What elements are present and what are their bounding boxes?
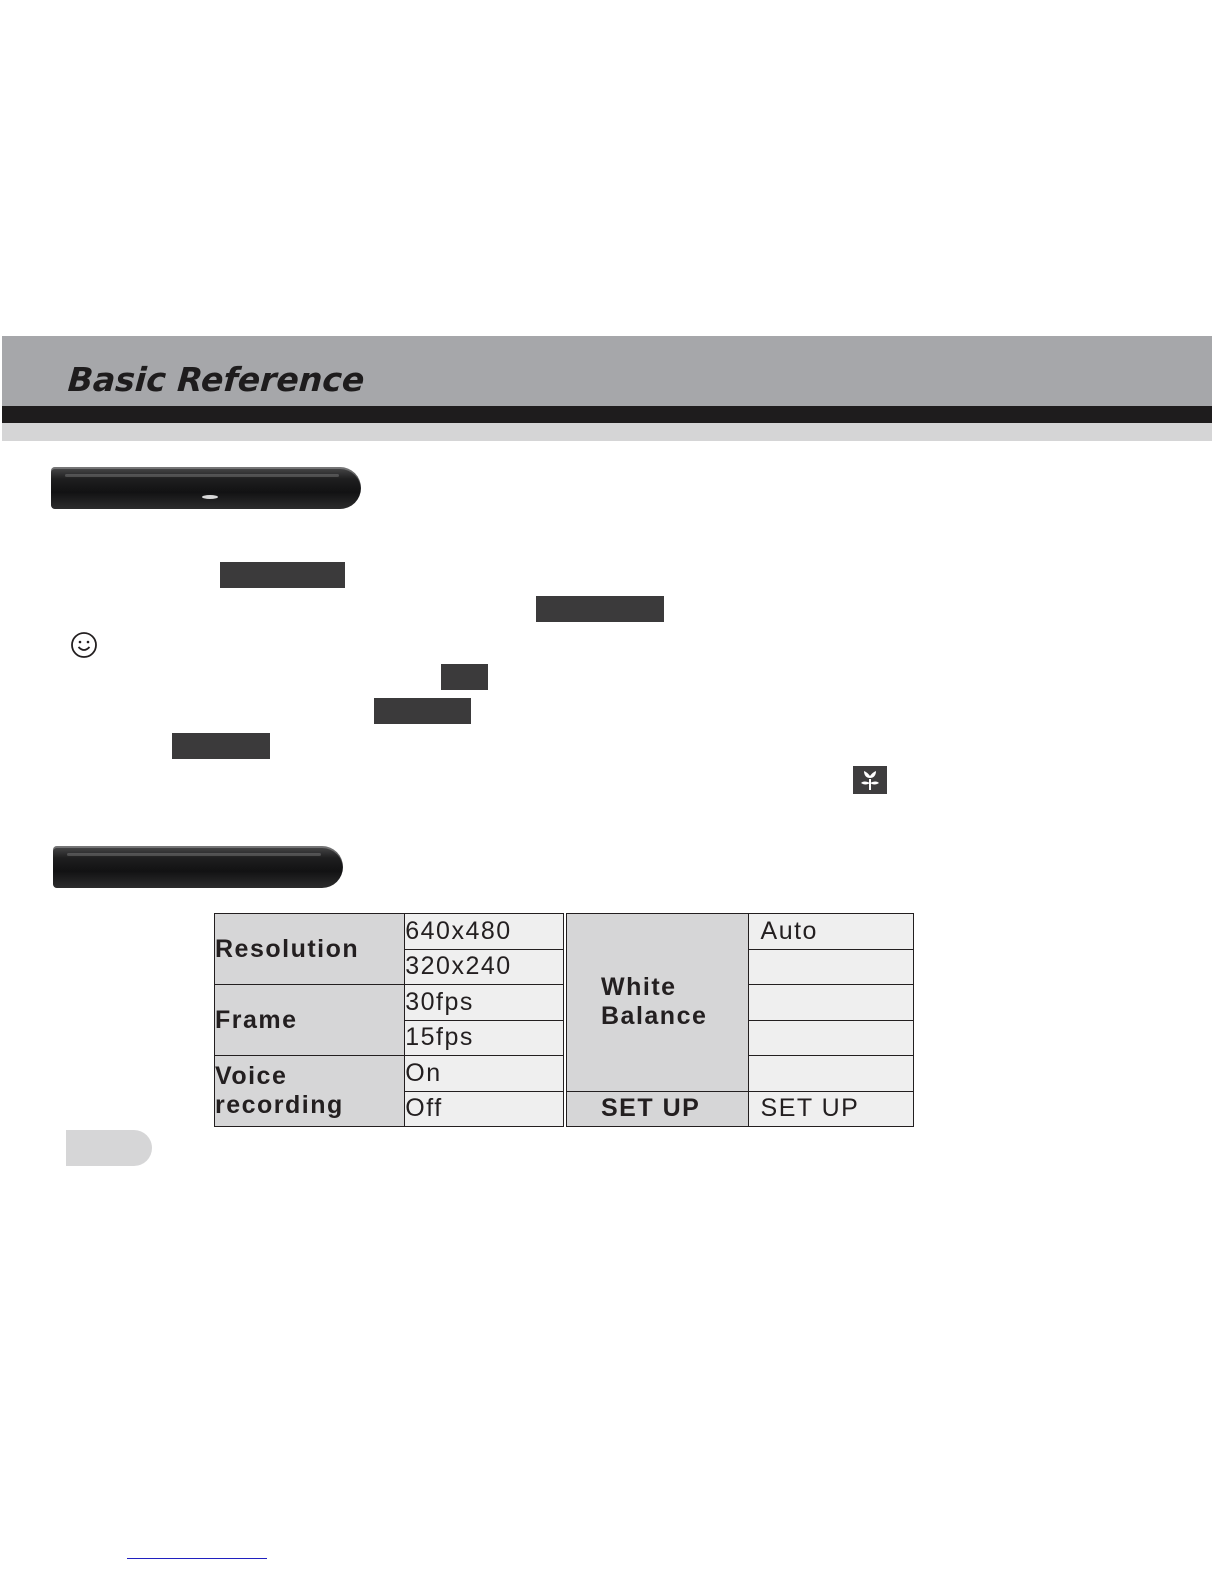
resolution-option: 640x480 (405, 914, 564, 950)
frame-option: 30fps (405, 985, 564, 1021)
settings-table-right (566, 913, 914, 1127)
table-row (215, 1056, 564, 1092)
resolution-label: Resolution (215, 914, 405, 985)
section-heading-glint (202, 495, 218, 499)
setup-value: SET UP (748, 1091, 913, 1127)
button-label-box-2 (536, 596, 664, 622)
macro-flower-icon (853, 766, 887, 794)
table-row (215, 914, 564, 950)
white-balance-label (567, 914, 749, 1092)
frame-label: Frame (215, 985, 405, 1056)
white-balance-label-line: Balance (601, 1002, 708, 1031)
table-row (567, 1091, 914, 1127)
section-heading-bar-1 (51, 467, 361, 509)
voice-recording-label-line: recording (215, 1091, 344, 1119)
voice-recording-label (215, 1056, 405, 1127)
settings-table-left (214, 913, 564, 1127)
page-title: Basic Reference (66, 360, 366, 399)
voice-recording-label-line: Voice (215, 1062, 288, 1090)
white-balance-label-line: White (601, 973, 677, 1002)
white-balance-option (748, 949, 913, 985)
note-marker (66, 1130, 152, 1166)
button-label-box-4 (374, 698, 471, 724)
setup-label: SET UP (567, 1091, 749, 1127)
resolution-option: 320x240 (405, 949, 564, 985)
voice-recording-option: Off (405, 1091, 564, 1127)
voice-recording-option: On (405, 1056, 564, 1092)
button-label-box-3 (441, 664, 488, 690)
white-balance-option: Auto (748, 914, 913, 950)
frame-option: 15fps (405, 1020, 564, 1056)
button-label-box-1 (220, 562, 345, 588)
white-balance-option (748, 1020, 913, 1056)
table-row (567, 914, 914, 950)
table-row (215, 985, 564, 1021)
header-rule-dark (2, 406, 1212, 423)
smiley-icon (70, 631, 98, 659)
footer-rule (127, 1558, 267, 1559)
white-balance-option (748, 1056, 913, 1092)
button-label-box-5 (172, 733, 270, 759)
white-balance-option (748, 985, 913, 1021)
header-rule-light (2, 423, 1212, 441)
section-heading-bar-2 (53, 846, 343, 888)
